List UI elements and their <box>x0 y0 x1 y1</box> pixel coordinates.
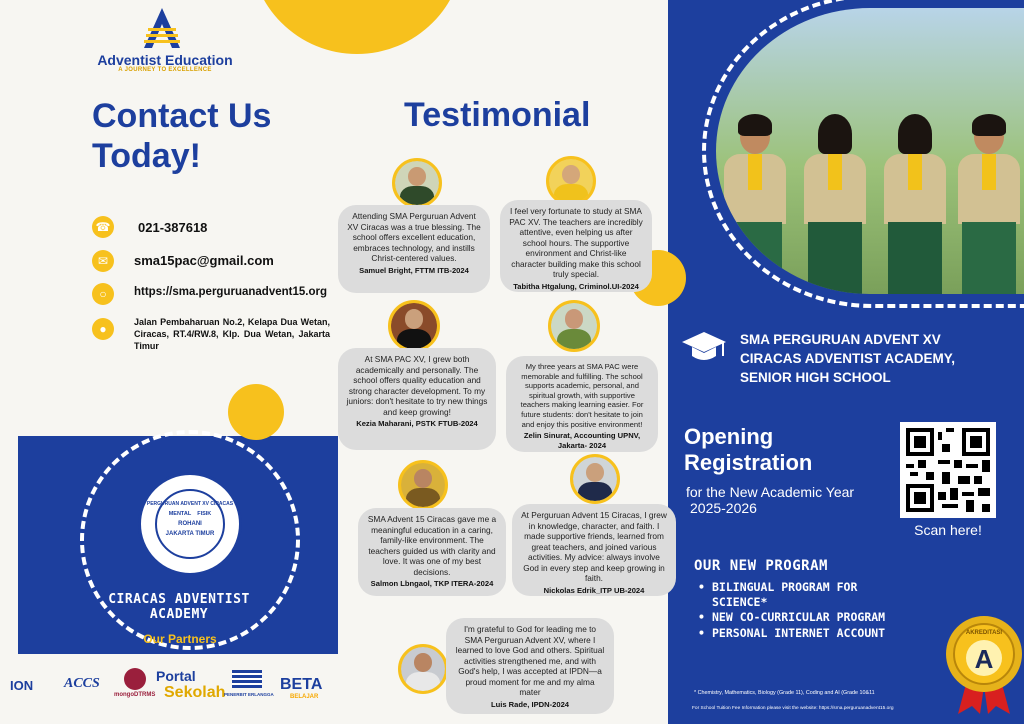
testimonial-text: Attending SMA Perguruan Advent XV Ciracas was a true blessing. The school offers excellent education, embraces technology, and instills Christ-centered values. <box>347 211 481 263</box>
graduation-cap-icon <box>680 330 728 366</box>
partners-label: Our Partners <box>143 632 217 646</box>
avatar <box>398 644 448 694</box>
testimonial-card <box>338 348 496 450</box>
program-note: * Chemistry, Mathematics, Biology (Grade 11), Coding and AI (Grade 10&11 <box>694 690 875 696</box>
testimonial-author: Zelin Sinurat, Accounting UPNV, Jakarta- 2024 <box>523 431 641 450</box>
avatar <box>388 300 440 352</box>
testimonial-author: Kezia Maharani, PSTK FTUB-2024 <box>356 419 478 428</box>
program-title: OUR NEW PROGRAM <box>694 558 828 574</box>
academic-year <box>686 484 854 516</box>
seal-top: PERGURUAN ADVENT XV CIRACAS <box>146 501 234 507</box>
deco-circle-top <box>250 0 464 54</box>
contact-address: Jalan Pembaharuan No.2, Kelapa Dua Wetan, Ciracas, RT.4/RW.8, Klp. Dua Wetan, Jakarta Timur <box>134 317 330 351</box>
list-item: • NEW CO-CURRICULAR PROGRAM <box>698 610 898 625</box>
avatar <box>546 156 596 206</box>
academy-line1: CIRACAS ADVENTIST <box>108 592 250 607</box>
brand-tagline: A JOURNEY TO EXCELLENCE <box>118 67 212 73</box>
testimonial-text: At SMA PAC XV, I grew both academically and personally. The school offers quality education and strong character development. To my juniors: don't hesitate to try new things and keep growing! <box>346 354 488 417</box>
badge-top: AKREDITASI <box>965 630 1003 636</box>
contact-heading: Contact Us Today! <box>92 97 272 175</box>
scan-label: Scan here! <box>914 522 982 538</box>
globe-icon: ○ <box>92 283 114 305</box>
mongodtrms-icon <box>124 668 146 690</box>
registration-heading <box>684 424 812 476</box>
partner-logo: Portal <box>156 668 196 684</box>
school-line1: SMA PERGURUAN ADVENT XV <box>740 332 941 347</box>
deco-circle-left <box>228 384 284 440</box>
avatar <box>570 454 620 504</box>
adventist-logo-icon <box>140 6 184 50</box>
testimonial-author: Nickolas Edrik_ITP UB-2024 <box>543 585 645 595</box>
qr-code-icon[interactable] <box>900 422 996 518</box>
registration-line2: Registration <box>684 450 813 475</box>
testimonial-card <box>338 205 490 293</box>
testimonial-card <box>512 504 676 596</box>
school-seal <box>138 472 242 576</box>
brand-title: Adventist Education <box>97 52 233 68</box>
academy-line2: ACADEMY <box>149 607 209 622</box>
registration-line1: Opening <box>684 424 774 449</box>
testimonial-text: At Perguruan Advent 15 Ciracas, I grew in knowledge, character, and faith. I made supportive friends, learned from great teachers, and joined various activities. My advice: always involve God in every step and keep growing in faith. <box>521 510 667 583</box>
seal-left: MENTAL <box>168 511 192 517</box>
partner-logo: BETA <box>280 676 323 693</box>
location-pin-icon: ● <box>92 318 114 340</box>
testimonial-card <box>500 200 652 292</box>
phone-icon: ☎ <box>92 216 114 238</box>
testimonial-card <box>358 508 506 596</box>
testimonial-author: Luis Rade, IPDN-2024 <box>490 699 570 709</box>
partner-logo: ION <box>10 678 34 693</box>
testimonial-text: My three years at SMA PAC were memorable and fulfilling. The school supports academic, personal, and spiritual growth, with supportive teachers making learning easier. For future students: don't hesitate to join and enjoy this positive environment! <box>520 362 644 429</box>
badge-grade: A <box>974 644 994 674</box>
erlangga-icon <box>232 670 262 688</box>
email-icon: ✉ <box>92 250 114 272</box>
seal-center: ROHANI <box>178 521 202 527</box>
seal-bottom: JAKARTA TIMUR <box>165 531 215 537</box>
testimonial-card <box>446 618 614 714</box>
testimonial-author: Samuel Bright, FTTM ITB-2024 <box>359 265 469 275</box>
partner-logo: mongoDTRMS <box>114 692 156 698</box>
partner-logo: PENERBIT ERLANGGA <box>224 692 274 697</box>
list-item: • BILINGUAL PROGRAM FOR SCIENCE* <box>698 580 898 609</box>
seal-right: FISIK <box>197 511 212 517</box>
avatar <box>392 158 442 208</box>
testimonial-text: SMA Advent 15 Ciracas gave me a meaningful education in a caring, family-like environment. The teachers guided us with clarity and love. It was one of my best decisions. <box>367 514 497 577</box>
testimonial-card <box>506 356 658 452</box>
testimonial-text: I'm grateful to God for leading me to SMA Perguruan Advent XV, where I learned to love God and others. Spiritual activities strengthened me, and with God's help, I was accepted at IPDN—a proud moment for me and my alma mater <box>455 624 605 697</box>
contact-phone[interactable]: 021-387618 <box>138 220 208 235</box>
school-line3: SENIOR HIGH SCHOOL <box>740 370 891 385</box>
contact-website[interactable]: https://sma.perguruanadvent15.org <box>134 286 327 298</box>
year-line1: for the New Academic Year <box>686 484 855 500</box>
school-name <box>740 330 1010 387</box>
testimonial-author: Tabitha Htgalung, Criminol.UI-2024 <box>513 281 639 291</box>
year-line2: 2025-2026 <box>690 500 757 516</box>
academy-name <box>66 592 292 622</box>
program-list <box>698 580 898 641</box>
footer-note: For School Tuition Fee Information please visit the website: https://sma.perguruanadvent15.org <box>692 706 894 711</box>
school-line2: CIRACAS ADVENTIST ACADEMY, <box>740 351 956 366</box>
testimonial-author: Salmon Lbngaol, TKP ITERA-2024 <box>370 579 494 588</box>
testimonial-heading: Testimonial <box>404 96 591 134</box>
contact-email[interactable]: sma15pac@gmail.com <box>134 253 274 268</box>
avatar <box>548 300 600 352</box>
list-item: • PERSONAL INTERNET ACCOUNT <box>698 626 898 641</box>
partner-logo: Sekolah <box>164 684 226 701</box>
avatar <box>398 460 448 510</box>
partner-logo: BELAJAR <box>290 694 319 700</box>
testimonial-text: I feel very fortunate to study at SMA PAC XV. The teachers are incredibly attentive, even helping us after school hours. The supportive environment and Christ-like character building make this school truly special. <box>509 206 643 279</box>
partner-logo: ACCS <box>64 676 100 691</box>
